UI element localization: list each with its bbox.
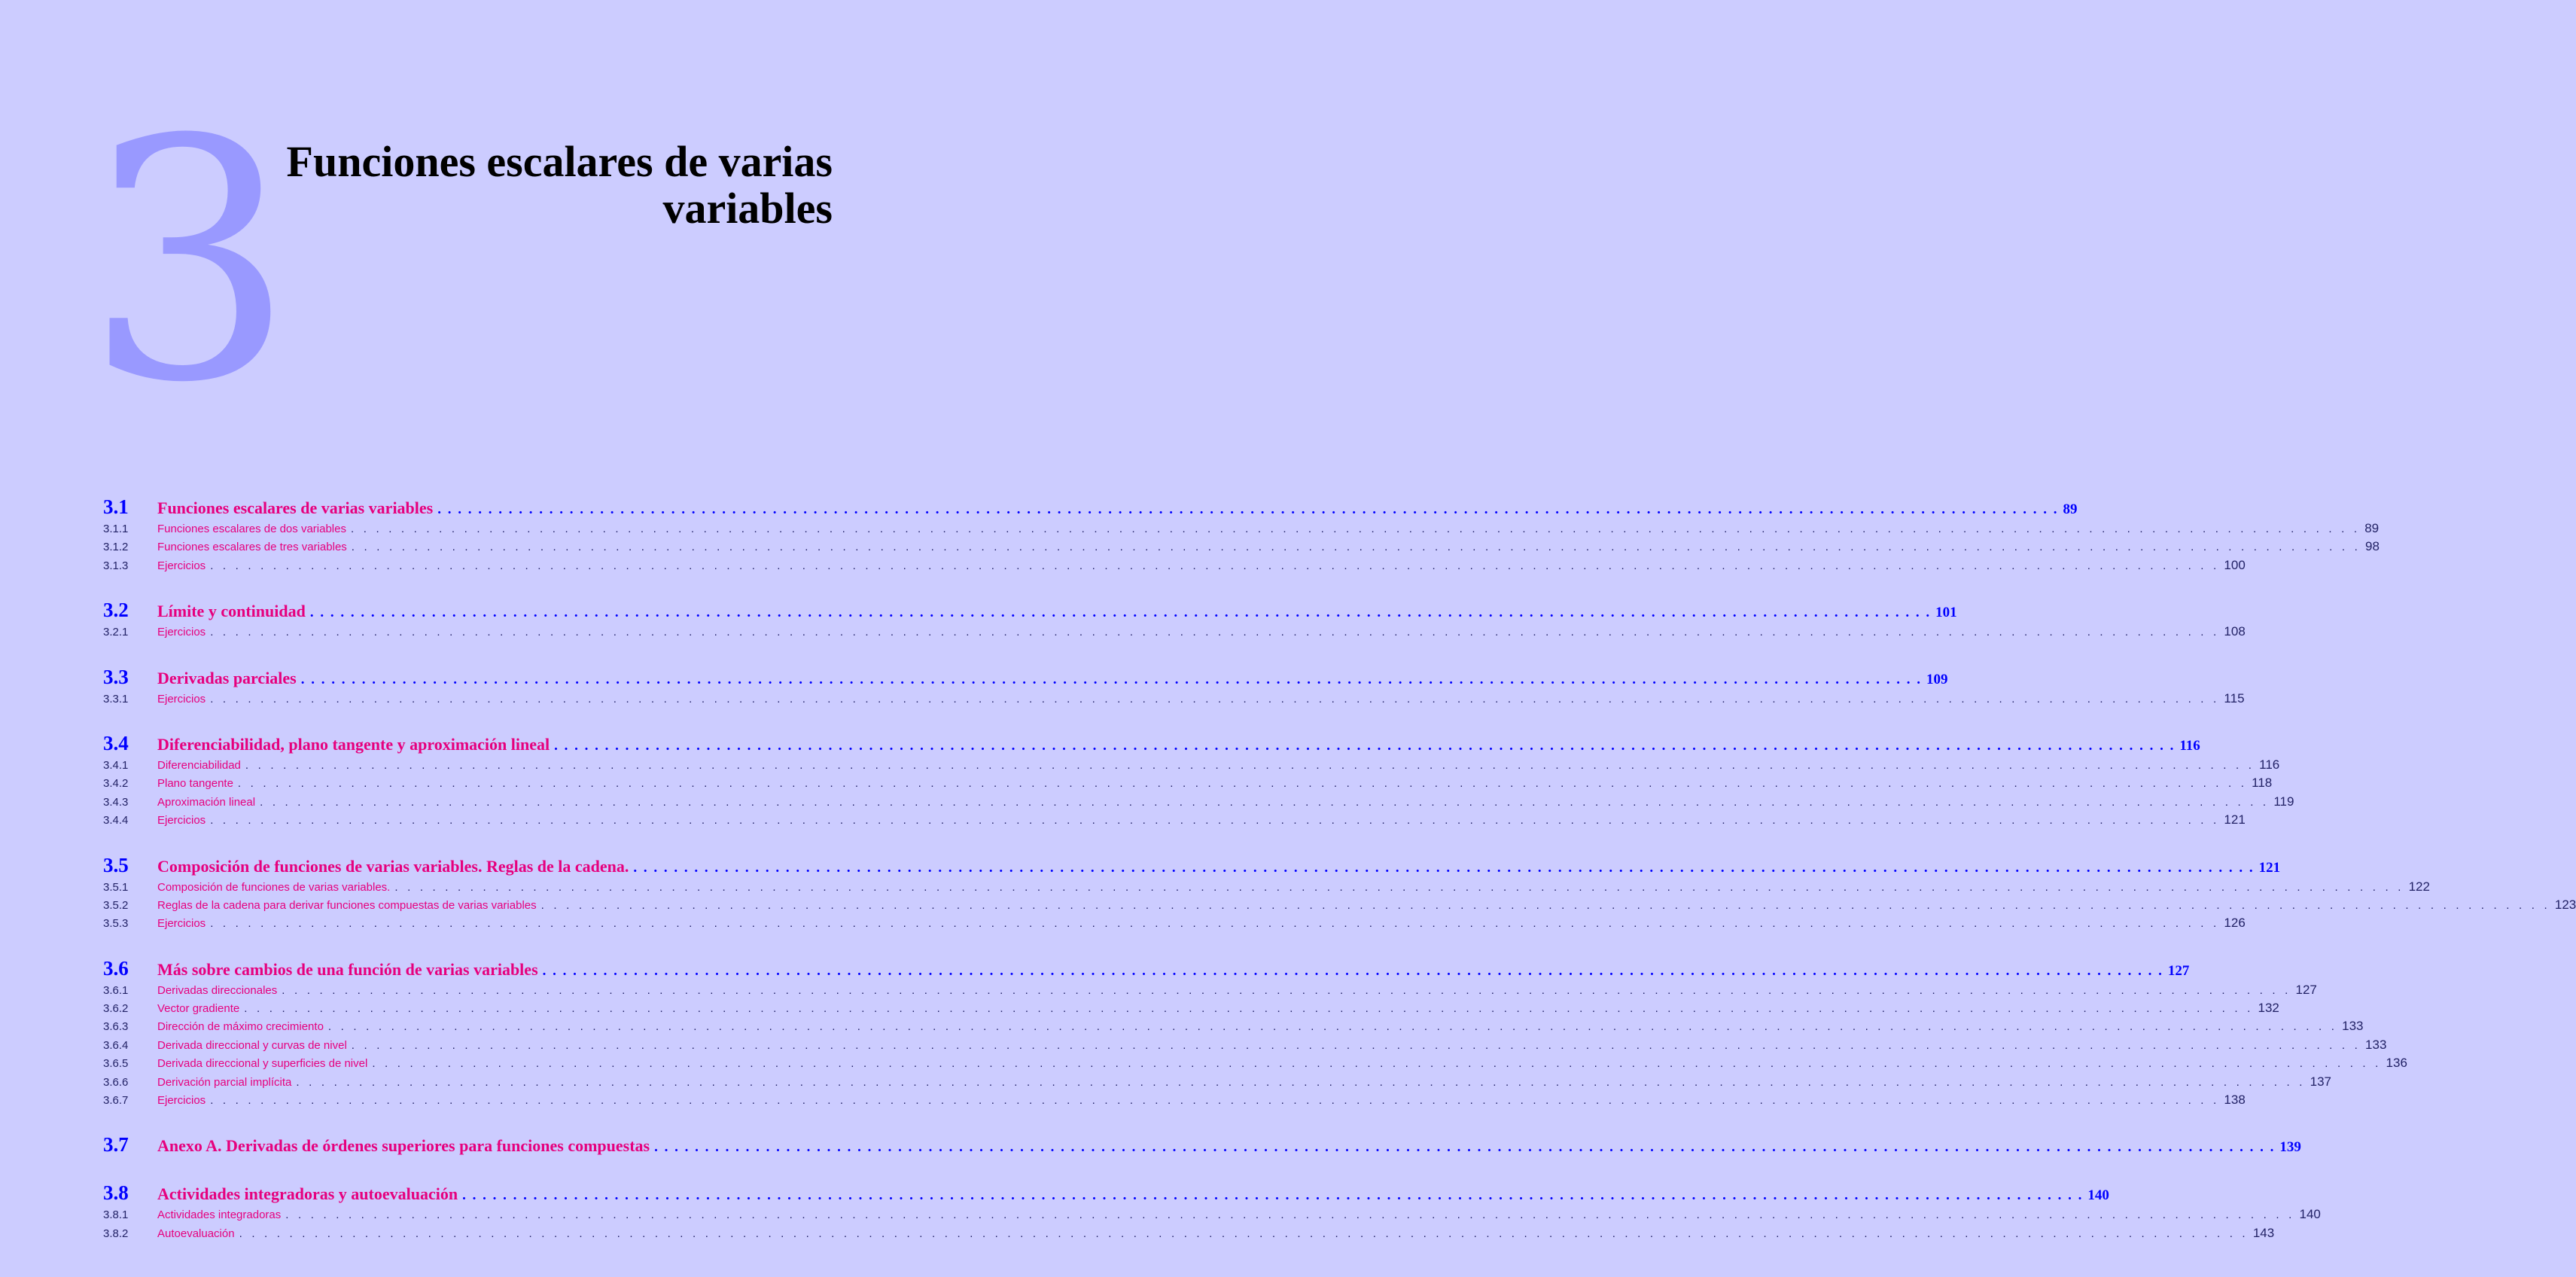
toc-subsection-3-6-7[interactable] xyxy=(103,1093,2246,1111)
toc-subsection-3-5-3[interactable] xyxy=(103,916,2246,934)
toc-subsection-3-4-4[interactable] xyxy=(103,812,2246,831)
toc-subsection-number: 3.6.1 xyxy=(103,983,129,997)
toc-subsection-number: 3.4.4 xyxy=(103,814,129,827)
toc-subsection-number: 3.1.1 xyxy=(103,523,129,535)
toc-leader-dots: . . . . . . . . . . . . . . . . . . . . . . . . . . . . . . . . . . . . . . . . . . . . . . . . . . . . . . . . . . . . . . . . . . . . . . . . . . . . . . . . . . . . . . . . . . . . . . . . . . . . . . . . . . . . . . . . . . . . . . . . . . . . . . . . . . . . . . . . . . . . . . . . . . . . . . . . . . . . . . . . xyxy=(554,737,2176,754)
toc-subsection-number: 3.5.2 xyxy=(103,898,129,912)
toc-subsection-number: 3.6.3 xyxy=(103,1020,129,1034)
toc-leader-dots: . . . . . . . . . . . . . . . . . . . . . . . . . . . . . . . . . . . . . . . . . . . . . . . . . . . . . . . . . . . . . . . . . . . . . . . . . . . . . . . . . . . . . . . . . . . . . . . . . . . . . . . . . . . . . . . . . . . . . . . . . . . . . . . . . . . . . . . . . . . . . . . . . . . . . . . . . . . . . . . . xyxy=(210,917,2220,931)
toc-subsection-page: 133 xyxy=(2342,1019,2364,1034)
chapter-title-line1: Funciones escalares de varias xyxy=(286,137,833,186)
toc-section-number: 3.6 xyxy=(103,956,129,980)
toc-subsection-page: 115 xyxy=(2224,690,2245,706)
toc-leader-dots: . . . . . . . . . . . . . . . . . . . . . . . . . . . . . . . . . . . . . . . . . . . . . . . . . . . . . . . . . . . . . . . . . . . . . . . . . . . . . . . . . . . . . . . . . . . . . . . . . . . . . . . . . . . . . . . . . . . . . . . . . . . . . . . . . . . . . . . . . . . . . . . . . . . . . . . . . . . . . . . . xyxy=(210,559,2220,572)
toc-leader-dots: . . . . . . . . . . . . . . . . . . . . . . . . . . . . . . . . . . . . . . . . . . . . . . . . . . . . . . . . . . . . . . . . . . . . . . . . . . . . . . . . . . . . . . . . . . . . . . . . . . . . . . . . . . . . . . . . . . . . . . . . . . . . . . . . . . . . . . . . . . . . . . . . . . . . . . . . . . . . . . . . xyxy=(210,814,2220,827)
chapter-title xyxy=(260,139,833,232)
toc-subsection-page: 100 xyxy=(2224,557,2246,572)
toc-leader-dots: . . . . . . . . . . . . . . . . . . . . . . . . . . . . . . . . . . . . . . . . . . . . . . . . . . . . . . . . . . . . . . . . . . . . . . . . . . . . . . . . . . . . . . . . . . . . . . . . . . . . . . . . . . . . . . . . . . . . . . . . . . . . . . . . . . . . . . . . . . . . . . . . . . . . . . . . . . . . . . . . xyxy=(542,962,2163,979)
toc-leader-dots: . . . . . . . . . . . . . . . . . . . . . . . . . . . . . . . . . . . . . . . . . . . . . . . . . . . . . . . . . . . . . . . . . . . . . . . . . . . . . . . . . . . . . . . . . . . . . . . . . . . . . . . . . . . . . . . . . . . . . . . . . . . . . . . . . . . . . . . . . . . . . . . . . . . . . . . . . . . . . . . . xyxy=(351,541,2361,554)
toc-subsection-title: Plano tangente xyxy=(157,777,233,791)
toc-leader-dots: . . . . . . . . . . . . . . . . . . . . . . . . . . . . . . . . . . . . . . . . . . . . . . . . . . . . . . . . . . . . . . . . . . . . . . . . . . . . . . . . . . . . . . . . . . . . . . . . . . . . . . . . . . . . . . . . . . . . . . . . . . . . . . . . . . . . . . . . . . . . . . . . . . . . . . . . . . . . . . . . xyxy=(437,501,2059,517)
toc-subsection-title: Diferenciabilidad xyxy=(157,758,241,772)
toc-subsection-title: Derivación parcial implícita xyxy=(157,1075,292,1089)
toc-leader-dots: . . . . . . . . . . . . . . . . . . . . . . . . . . . . . . . . . . . . . . . . . . . . . . . . . . . . . . . . . . . . . . . . . . . . . . . . . . . . . . . . . . . . . . . . . . . . . . . . . . . . . . . . . . . . . . . . . . . . . . . . . . . . . . . . . . . . . . . . . . . . . . . . . . . . . . . . . . . . . . . . xyxy=(260,795,2270,809)
toc-subsection-title: Funciones escalares de dos variables xyxy=(157,523,346,535)
toc-subsection-page: 126 xyxy=(2224,916,2246,931)
toc-leader-dots: . . . . . . . . . . . . . . . . . . . . . . . . . . . . . . . . . . . . . . . . . . . . . . . . . . . . . . . . . . . . . . . . . . . . . . . . . . . . . . . . . . . . . . . . . . . . . . . . . . . . . . . . . . . . . . . . . . . . . . . . . . . . . . . . . . . . . . . . . . . . . . . . . . . . . . . . . . . . . . . . xyxy=(282,983,2291,997)
toc-subsection-page: 143 xyxy=(2252,1225,2275,1240)
toc-subsection-title: Reglas de la cadena para derivar funciones compuestas de varias variables xyxy=(157,898,537,912)
toc-subsection-page: 137 xyxy=(2310,1074,2332,1089)
toc-section-title: Actividades integradoras y autoevaluación xyxy=(157,1184,458,1204)
toc-subsection-title: Ejercicios xyxy=(157,559,206,572)
toc-subsection-number: 3.6.2 xyxy=(103,1002,129,1016)
toc-leader-dots: . . . . . . . . . . . . . . . . . . . . . . . . . . . . . . . . . . . . . . . . . . . . . . . . . . . . . . . . . . . . . . . . . . . . . . . . . . . . . . . . . . . . . . . . . . . . . . . . . . . . . . . . . . . . . . . . . . . . . . . . . . . . . . . . . . . . . . . . . . . . . . . . . . . . . . . . . . . . . . . . xyxy=(654,1139,2276,1156)
toc-subsection-number: 3.6.5 xyxy=(103,1057,129,1071)
toc-subsection-page: 89 xyxy=(2364,521,2380,535)
toc-subsection-page: 138 xyxy=(2224,1093,2246,1108)
toc-subsection-number: 3.5.3 xyxy=(103,917,129,931)
toc-subsection-3-4-1[interactable] xyxy=(103,757,2280,776)
toc-subsection-page: 121 xyxy=(2224,812,2246,827)
toc-section-title: Composición de funciones de varias variables. Reglas de la cadena. xyxy=(157,856,629,876)
toc-leader-dots: . . . . . . . . . . . . . . . . . . . . . . . . . . . . . . . . . . . . . . . . . . . . . . . . . . . . . . . . . . . . . . . . . . . . . . . . . . . . . . . . . . . . . . . . . . . . . . . . . . . . . . . . . . . . . . . . . . . . . . . . . . . . . . . . . . . . . . . . . . . . . . . . . . . . . . . . . . . . . . . . xyxy=(327,1020,2338,1034)
table-of-contents xyxy=(103,495,2576,1244)
toc-subsection-title: Composición de funciones de varias variables. xyxy=(157,880,391,894)
toc-leader-dots: . . . . . . . . . . . . . . . . . . . . . . . . . . . . . . . . . . . . . . . . . . . . . . . . . . . . . . . . . . . . . . . . . . . . . . . . . . . . . . . . . . . . . . . . . . . . . . . . . . . . . . . . . . . . . . . . . . . . . . . . . . . . . . . . . . . . . . . . . . . . . . . . . . . . . . . . . . . . . . . . xyxy=(239,1227,2249,1240)
toc-subsection-3-1-3[interactable] xyxy=(103,557,2246,576)
toc-leader-dots: . . . . . . . . . . . . . . . . . . . . . . . . . . . . . . . . . . . . . . . . . . . . . . . . . . . . . . . . . . . . . . . . . . . . . . . . . . . . . . . . . . . . . . . . . . . . . . . . . . . . . . . . . . . . . . . . . . . . . . . . . . . . . . . . . . . . . . . . . . . . . . . . . . . . . . . . . . . . . . . . xyxy=(350,523,2361,535)
toc-subsection-title: Derivadas direccionales xyxy=(157,983,278,997)
toc-subsection-title: Actividades integradoras xyxy=(157,1208,282,1222)
toc-subsection-number: 3.6.7 xyxy=(103,1094,129,1108)
toc-section-3-4[interactable] xyxy=(103,731,2200,757)
toc-subsection-3-4-2[interactable] xyxy=(103,776,2273,794)
toc-leader-dots: . . . . . . . . . . . . . . . . . . . . . . . . . . . . . . . . . . . . . . . . . . . . . . . . . . . . . . . . . . . . . . . . . . . . . . . . . . . . . . . . . . . . . . . . . . . . . . . . . . . . . . . . . . . . . . . . . . . . . . . . . . . . . . . . . . . . . . . . . . . . . . . . . . . . . . . . . . . . . . . . xyxy=(300,671,1922,687)
toc-leader-dots: . . . . . . . . . . . . . . . . . . . . . . . . . . . . . . . . . . . . . . . . . . . . . . . . . . . . . . . . . . . . . . . . . . . . . . . . . . . . . . . . . . . . . . . . . . . . . . . . . . . . . . . . . . . . . . . . . . . . . . . . . . . . . . . . . . . . . . . . . . . . . . . . . . . . . . . . . . . . . . . . xyxy=(237,777,2248,791)
toc-subsection-number: 3.6.4 xyxy=(103,1038,129,1052)
toc-subsection-number: 3.2.1 xyxy=(103,626,129,639)
toc-leader-dots: . . . . . . . . . . . . . . . . . . . . . . . . . . . . . . . . . . . . . . . . . . . . . . . . . . . . . . . . . . . . . . . . . . . . . . . . . . . . . . . . . . . . . . . . . . . . . . . . . . . . . . . . . . . . . . . . . . . . . . . . . . . . . . . . . . . . . . . . . . . . . . . . . . . . . . . . . . . . . . . . xyxy=(633,859,2255,876)
toc-section-3-5[interactable] xyxy=(103,853,2281,879)
toc-section-title: Funciones escalares de varias variables xyxy=(157,498,434,517)
toc-section-page: 139 xyxy=(2279,1139,2301,1156)
toc-subsection-number: 3.3.1 xyxy=(103,692,129,706)
toc-section-title: Anexo A. Derivadas de órdenes superiores para funciones compuestas xyxy=(157,1136,650,1156)
toc-leader-dots: . . . . . . . . . . . . . . . . . . . . . . . . . . . . . . . . . . . . . . . . . . . . . . . . . . . . . . . . . . . . . . . . . . . . . . . . . . . . . . . . . . . . . . . . . . . . . . . . . . . . . . . . . . . . . . . . . . . . . . . . . . . . . . . . . . . . . . . . . . . . . . . . . . . . . . . . . . . . . . . . xyxy=(210,626,2220,639)
toc-subsection-3-5-1[interactable] xyxy=(103,879,2430,898)
toc-section-title: Más sobre cambios de una función de varias variables xyxy=(157,959,538,979)
toc-subsection-number: 3.6.6 xyxy=(103,1075,129,1089)
toc-subsection-title: Ejercicios xyxy=(157,692,206,706)
toc-subsection-number: 3.8.1 xyxy=(103,1208,129,1222)
toc-subsection-3-2-1[interactable] xyxy=(103,624,2246,642)
toc-subsection-3-8-1[interactable] xyxy=(103,1207,2321,1225)
toc-subsection-number: 3.1.2 xyxy=(103,541,129,554)
toc-subsection-page: 136 xyxy=(2386,1056,2407,1071)
toc-leader-dots: . . . . . . . . . . . . . . . . . . . . . . . . . . . . . . . . . . . . . . . . . . . . . . . . . . . . . . . . . . . . . . . . . . . . . . . . . . . . . . . . . . . . . . . . . . . . . . . . . . . . . . . . . . . . . . . . . . . . . . . . . . . . . . . . . . . . . . . . . . . . . . . . . . . . . . . . . . . . . . . . xyxy=(285,1208,2295,1222)
toc-section-number: 3.8 xyxy=(103,1181,129,1205)
toc-subsection-3-5-2[interactable] xyxy=(103,897,2576,916)
toc-subsection-3-6-2[interactable] xyxy=(103,1001,2279,1019)
toc-section-title: Diferenciabilidad, plano tangente y aproximación lineal xyxy=(157,734,550,754)
toc-subsection-page: 118 xyxy=(2252,776,2273,791)
toc-subsection-3-1-1[interactable] xyxy=(103,521,2380,539)
toc-section-number: 3.3 xyxy=(103,665,129,688)
toc-section-3-1[interactable] xyxy=(103,495,2078,521)
toc-subsection-page: 132 xyxy=(2258,1001,2279,1016)
toc-subsection-number: 3.4.3 xyxy=(103,795,129,809)
toc-section-number: 3.7 xyxy=(103,1133,129,1157)
toc-subsection-3-6-6[interactable] xyxy=(103,1074,2332,1093)
toc-section-number: 3.5 xyxy=(103,853,129,876)
toc-leader-dots: . . . . . . . . . . . . . . . . . . . . . . . . . . . . . . . . . . . . . . . . . . . . . . . . . . . . . . . . . . . . . . . . . . . . . . . . . . . . . . . . . . . . . . . . . . . . . . . . . . . . . . . . . . . . . . . . . . . . . . . . . . . . . . . . . . . . . . . . . . . . . . . . . . . . . . . . . . . . . . . . xyxy=(210,1094,2220,1108)
toc-subsection-page: 98 xyxy=(2365,539,2380,554)
toc-subsection-title: Ejercicios xyxy=(157,626,206,639)
toc-subsection-title: Ejercicios xyxy=(157,917,206,931)
toc-subsection-title: Ejercicios xyxy=(157,814,206,827)
toc-subsection-title: Autoevaluación xyxy=(157,1227,235,1240)
toc-section-number: 3.1 xyxy=(103,495,129,518)
toc-subsection-title: Vector gradiente xyxy=(157,1002,240,1016)
toc-subsection-page: 133 xyxy=(2365,1037,2387,1052)
toc-section-3-2[interactable] xyxy=(103,599,1957,624)
toc-section-3-7[interactable] xyxy=(103,1133,2301,1159)
toc-leader-dots: . . . . . . . . . . . . . . . . . . . . . . . . . . . . . . . . . . . . . . . . . . . . . . . . . . . . . . . . . . . . . . . . . . . . . . . . . . . . . . . . . . . . . . . . . . . . . . . . . . . . . . . . . . . . . . . . . . . . . . . . . . . . . . . . . . . . . . . . . . . . . . . . . . . . . . . . . . . . . . . . xyxy=(244,1002,2254,1016)
toc-subsection-3-6-5[interactable] xyxy=(103,1056,2407,1074)
toc-section-page: 109 xyxy=(1926,671,1948,687)
toc-subsection-3-1-2[interactable] xyxy=(103,539,2380,557)
toc-section-page: 121 xyxy=(2258,859,2281,876)
toc-section-title: Límite y continuidad xyxy=(157,602,306,621)
toc-section-3-3[interactable] xyxy=(103,665,1948,691)
toc-subsection-title: Funciones escalares de tres variables xyxy=(157,541,347,554)
toc-section-page: 140 xyxy=(2087,1187,2109,1204)
toc-leader-dots: . . . . . . . . . . . . . . . . . . . . . . . . . . . . . . . . . . . . . . . . . . . . . . . . . . . . . . . . . . . . . . . . . . . . . . . . . . . . . . . . . . . . . . . . . . . . . . . . . . . . . . . . . . . . . . . . . . . . . . . . . . . . . . . . . . . . . . . . . . . . . . . . . . . . . . . . . . . . . . . . xyxy=(309,605,1932,621)
toc-subsection-title: Aproximación lineal xyxy=(157,795,256,809)
toc-section-page: 127 xyxy=(2167,962,2190,979)
toc-subsection-number: 3.4.2 xyxy=(103,777,129,791)
toc-leader-dots: . . . . . . . . . . . . . . . . . . . . . . . . . . . . . . . . . . . . . . . . . . . . . . . . . . . . . . . . . . . . . . . . . . . . . . . . . . . . . . . . . . . . . . . . . . . . . . . . . . . . . . . . . . . . . . . . . . . . . . . . . . . . . . . . . . . . . . . . . . . . . . . . . . . . . . . . . . . . . . . . xyxy=(245,758,2255,772)
toc-subsection-page: 122 xyxy=(2408,879,2430,894)
toc-subsection-page: 140 xyxy=(2299,1207,2321,1222)
toc-subsection-number: 3.5.1 xyxy=(103,880,129,894)
toc-subsection-page: 119 xyxy=(2273,794,2294,809)
toc-subsection-3-6-1[interactable] xyxy=(103,982,2317,1001)
toc-section-page: 101 xyxy=(1935,605,1957,621)
toc-leader-dots: . . . . . . . . . . . . . . . . . . . . . . . . . . . . . . . . . . . . . . . . . . . . . . . . . . . . . . . . . . . . . . . . . . . . . . . . . . . . . . . . . . . . . . . . . . . . . . . . . . . . . . . . . . . . . . . . . . . . . . . . . . . . . . . . . . . . . . . . . . . . . . . . . . . . . . . . . . . . . . . . xyxy=(210,692,2220,706)
toc-leader-dots: . . . . . . . . . . . . . . . . . . . . . . . . . . . . . . . . . . . . . . . . . . . . . . . . . . . . . . . . . . . . . . . . . . . . . . . . . . . . . . . . . . . . . . . . . . . . . . . . . . . . . . . . . . . . . . . . . . . . . . . . . . . . . . . . . . . . . . . . . . . . . . . . . . . . . . . . . . . . . . . . xyxy=(540,898,2550,912)
toc-leader-dots: . . . . . . . . . . . . . . . . . . . . . . . . . . . . . . . . . . . . . . . . . . . . . . . . . . . . . . . . . . . . . . . . . . . . . . . . . . . . . . . . . . . . . . . . . . . . . . . . . . . . . . . . . . . . . . . . . . . . . . . . . . . . . . . . . . . . . . . . . . . . . . . . . . . . . . . . . . . . . . . . xyxy=(296,1075,2306,1089)
toc-section-number: 3.2 xyxy=(103,599,129,622)
toc-subsection-3-6-3[interactable] xyxy=(103,1019,2364,1037)
toc-leader-dots: . . . . . . . . . . . . . . . . . . . . . . . . . . . . . . . . . . . . . . . . . . . . . . . . . . . . . . . . . . . . . . . . . . . . . . . . . . . . . . . . . . . . . . . . . . . . . . . . . . . . . . . . . . . . . . . . . . . . . . . . . . . . . . . . . . . . . . . . . . . . . . . . . . . . . . . . . . . . . . . . xyxy=(372,1057,2382,1071)
toc-section-title: Derivadas parciales xyxy=(157,668,297,687)
toc-subsection-number: 3.4.1 xyxy=(103,758,129,772)
toc-leader-dots: . . . . . . . . . . . . . . . . . . . . . . . . . . . . . . . . . . . . . . . . . . . . . . . . . . . . . . . . . . . . . . . . . . . . . . . . . . . . . . . . . . . . . . . . . . . . . . . . . . . . . . . . . . . . . . . . . . . . . . . . . . . . . . . . . . . . . . . . . . . . . . . . . . . . . . . . . . . . . . . . xyxy=(462,1187,2084,1204)
toc-subsection-page: 116 xyxy=(2259,757,2280,772)
toc-subsection-3-3-1[interactable] xyxy=(103,690,2245,709)
toc-subsection-title: Derivada direccional y curvas de nivel xyxy=(157,1038,347,1052)
toc-section-number: 3.4 xyxy=(103,731,129,754)
toc-subsection-3-4-3[interactable] xyxy=(103,794,2294,812)
toc-subsection-3-6-4[interactable] xyxy=(103,1037,2387,1056)
toc-section-page: 89 xyxy=(2063,501,2078,517)
chapter-title-line2: variables xyxy=(662,184,833,233)
toc-subsection-title: Ejercicios xyxy=(157,1094,206,1108)
toc-subsection-title: Derivada direccional y superficies de nivel xyxy=(157,1057,368,1071)
chapter-number: 3 xyxy=(84,69,295,455)
toc-section-3-6[interactable] xyxy=(103,956,2190,983)
toc-subsection-3-8-2[interactable] xyxy=(103,1225,2275,1244)
toc-leader-dots: . . . . . . . . . . . . . . . . . . . . . . . . . . . . . . . . . . . . . . . . . . . . . . . . . . . . . . . . . . . . . . . . . . . . . . . . . . . . . . . . . . . . . . . . . . . . . . . . . . . . . . . . . . . . . . . . . . . . . . . . . . . . . . . . . . . . . . . . . . . . . . . . . . . . . . . . . . . . . . . . xyxy=(351,1038,2361,1052)
toc-subsection-page: 127 xyxy=(2295,982,2317,997)
toc-subsection-number: 3.8.2 xyxy=(103,1227,129,1240)
toc-section-page: 116 xyxy=(2179,737,2200,754)
toc-subsection-page: 123 xyxy=(2554,897,2576,912)
toc-subsection-title: Dirección de máximo crecimiento xyxy=(157,1020,324,1034)
toc-subsection-number: 3.1.3 xyxy=(103,559,129,572)
toc-section-3-8[interactable] xyxy=(103,1181,2109,1207)
toc-subsection-page: 108 xyxy=(2224,624,2246,639)
toc-leader-dots: . . . . . . . . . . . . . . . . . . . . . . . . . . . . . . . . . . . . . . . . . . . . . . . . . . . . . . . . . . . . . . . . . . . . . . . . . . . . . . . . . . . . . . . . . . . . . . . . . . . . . . . . . . . . . . . . . . . . . . . . . . . . . . . . . . . . . . . . . . . . . . . . . . . . . . . . . . . . . . . . xyxy=(394,880,2404,894)
